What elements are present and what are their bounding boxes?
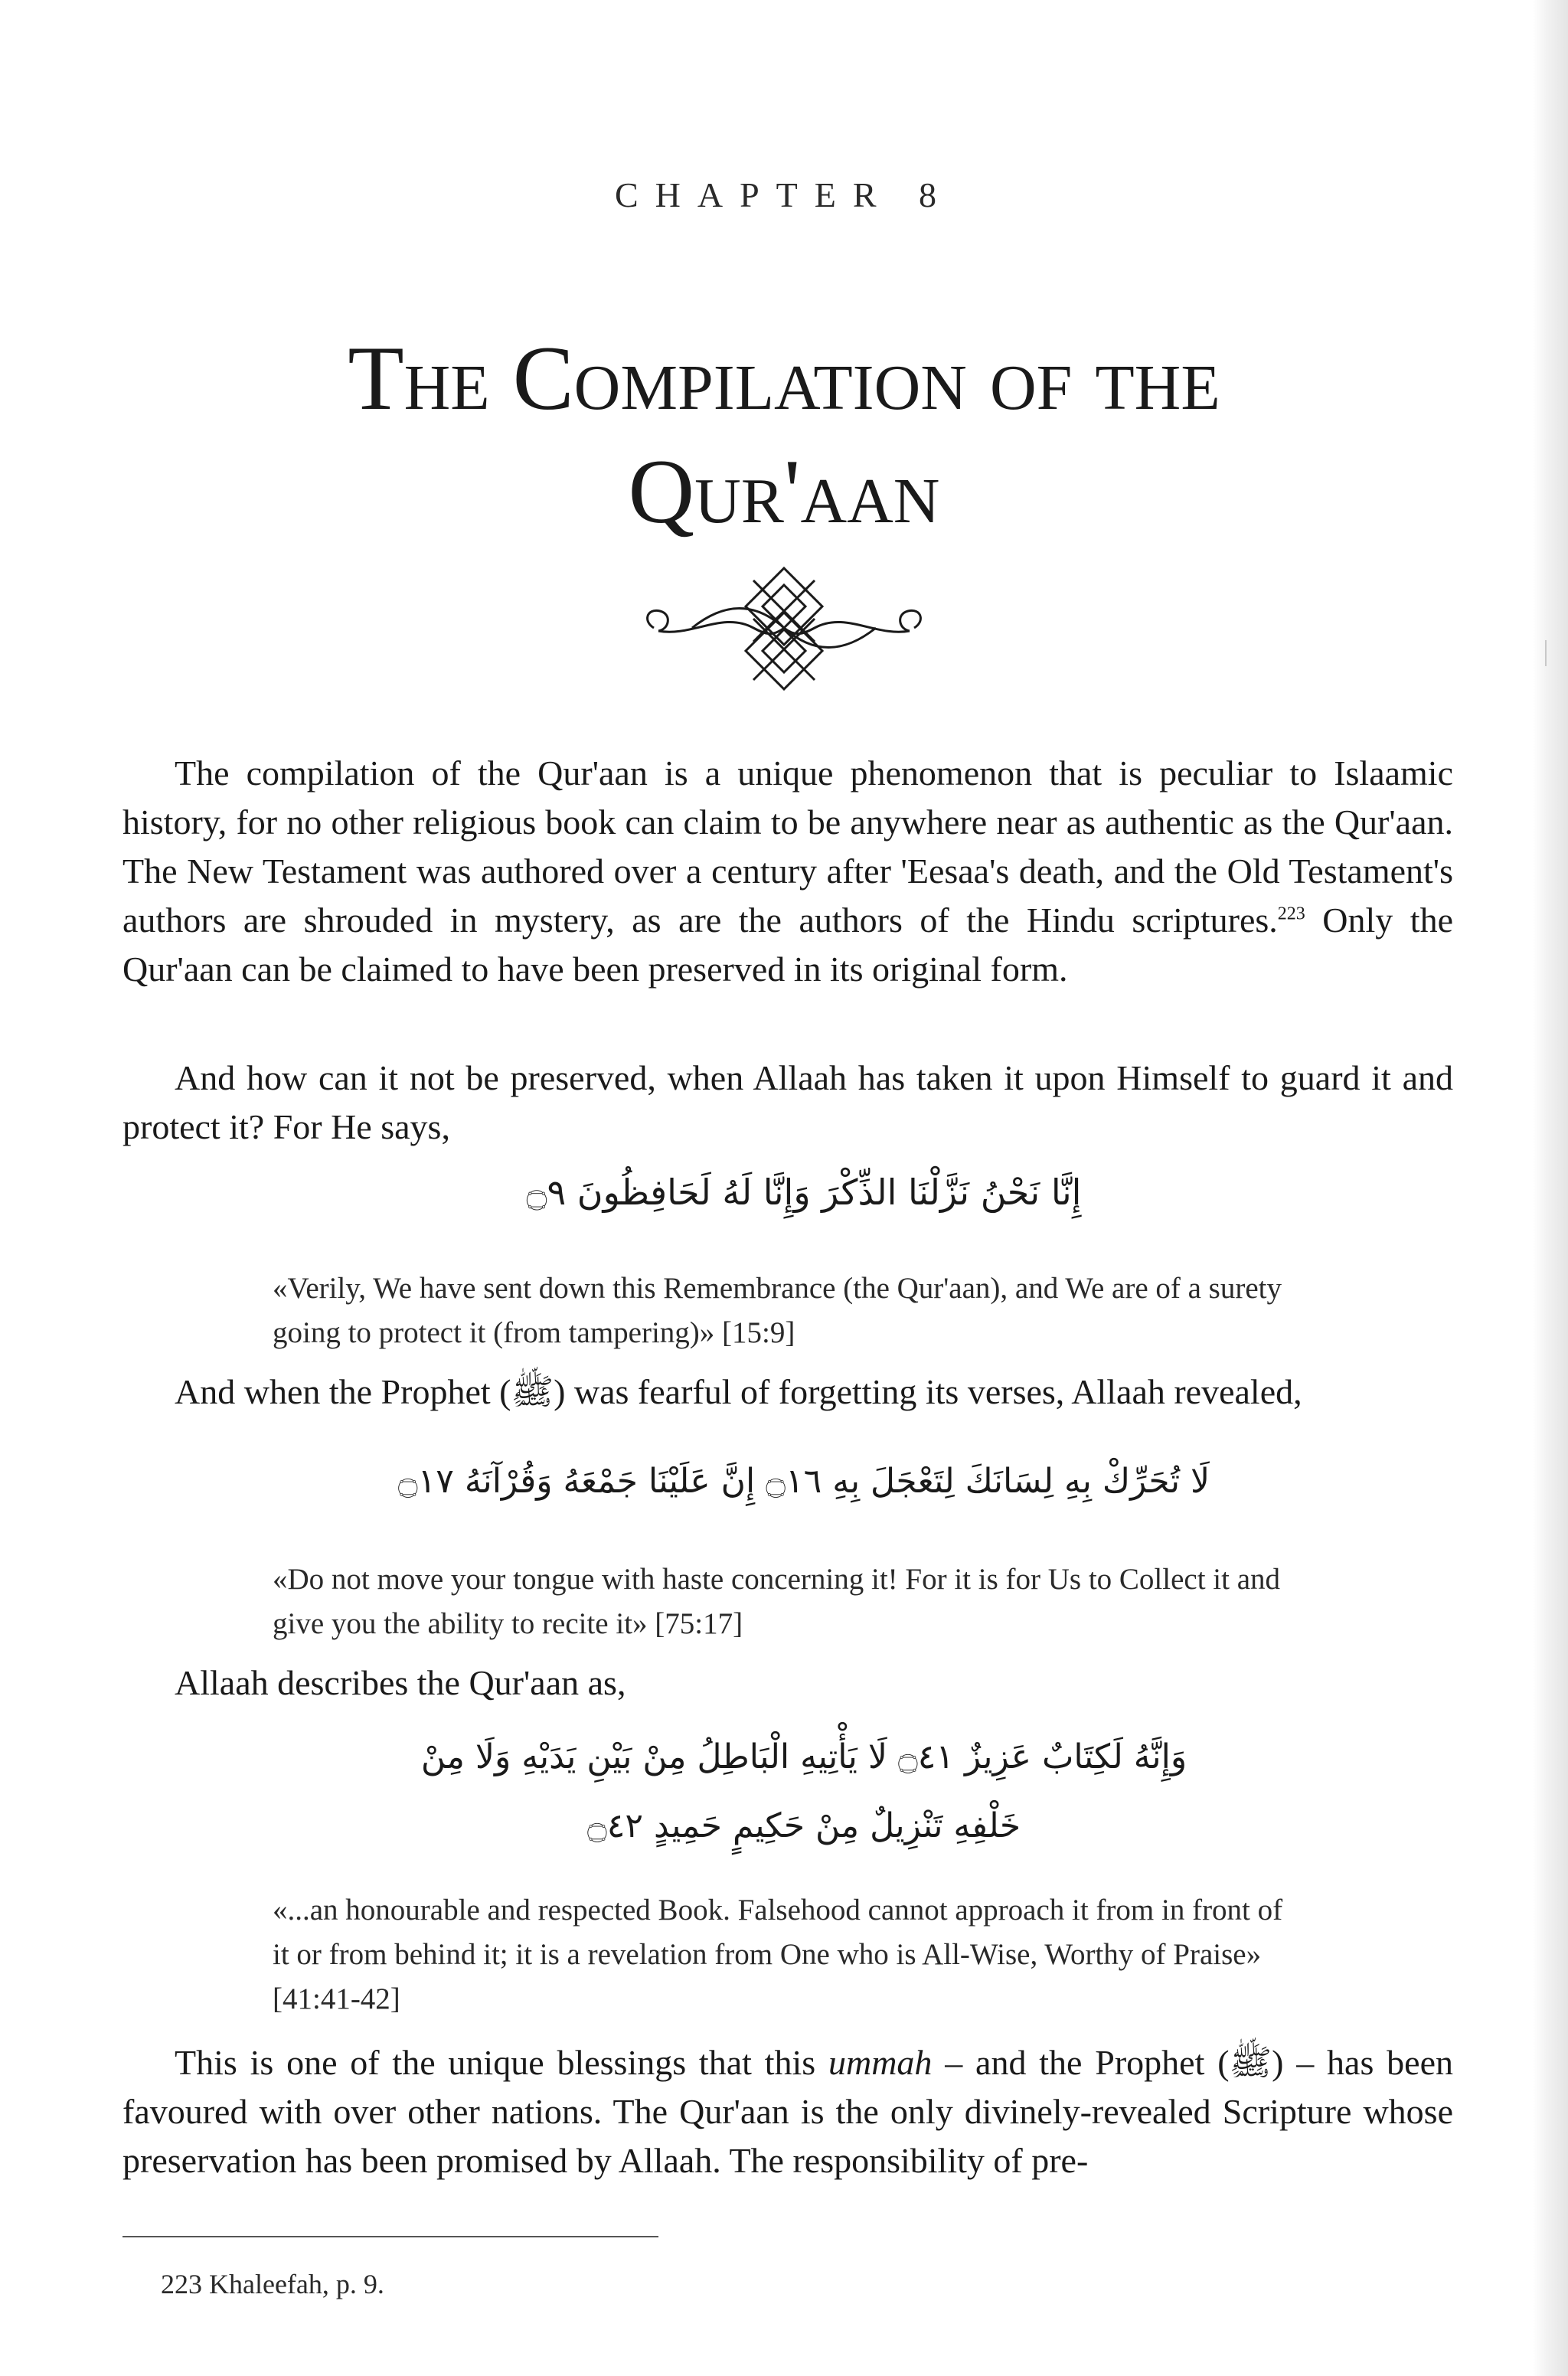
paragraph-intro-text: The compilation of the Qur'aan is a unique phenomenon that is peculiar to Islaamic history, for no other religious book can claim to be anywhere near as authentic as the Qur'aan. The New Testament was authored over a century after 'Eesaa's death, and the Old Testament's authors are shrouded in mystery, as are the authors of the Hindu scriptures. [122, 753, 1453, 940]
italic-ummah: ummah [828, 2043, 933, 2082]
paragraph-blessings [122, 2038, 1453, 2185]
arabic-verse-75-16-17: لَا تُحَرِّكْ بِهِ لِسَانَكَ لِتَعْجَلَ بِهِ ۝١٦ إِنَّ عَلَيْنَا جَمْعَهُ وَقُرْآنَهُ ۝١٧ [397, 1462, 1210, 1501]
chapter-title-line2: Qur'aan [628, 440, 940, 542]
arabic-verse-15-9: إِنَّا نَحْنُ نَزَّلْنَا الذِّكْرَ وَإِنَّا لَهُ لَحَافِظُونَ ۝٩ [526, 1172, 1082, 1213]
arabic-verse-41-41-42 [230, 1723, 1378, 1861]
ornament-flourish-icon [639, 557, 929, 700]
chapter-label: CHAPTER 8 [614, 175, 954, 214]
translation-41-41-42: «...an honourable and respected Book. Falsehood cannot approach it from in front of it or from behind it; it is a revelation from One who is All-Wise, Worthy of Praise» [41:41-42] [273, 1894, 1283, 2015]
paragraph-prophet-fear: And when the Prophet (ﷺ) was fearful of forgetting its verses, Allaah revealed, [175, 1372, 1302, 1411]
page-edge-mark [1545, 640, 1547, 666]
paragraph-blessings-text: This is one of the unique blessings that this [175, 2043, 828, 2082]
paragraph-intro-text-end: Only the Qur'aan can be claimed to have been preserved in its original form. [122, 900, 1453, 989]
footnote-divider [122, 2236, 658, 2237]
paragraph-intro [122, 749, 1453, 994]
footnote-223: 223 Khaleefah, p. 9. [161, 2269, 384, 2299]
chapter-title [0, 322, 1568, 548]
arabic-verse-41-line2: خَلْفِهِ تَنْزِيلٌ مِنْ حَكِيمٍ حَمِيدٍ ۝٤٢ [586, 1806, 1021, 1845]
translation-15-9: «Verily, We have sent down this Remembrance (the Qur'aan), and We are of a surety going to protect it (from tampering)» [15:9] [273, 1272, 1282, 1349]
paragraph-blessings-text-end: – and the Prophet (ﷺ) – has been favoured with over other nations. The Qur'aan is the only divinely-revealed Scripture whose preservation has been promised by Allaah. The responsibility of pre- [122, 2043, 1453, 2180]
translation-75-17: «Do not move your tongue with haste concerning it! For it is for Us to Collect it and give you the ability to recite it» [75:17] [273, 1563, 1281, 1640]
paragraph-describes: Allaah describes the Qur'aan as, [175, 1663, 626, 1702]
arabic-verse-41-line1: وَإِنَّهُ لَكِتَابٌ عَزِيزٌ ۝٤١ لَا يَأْتِيهِ الْبَاطِلُ مِنْ بَيْنِ يَدَيْهِ وَلَا مِنْ [420, 1737, 1187, 1776]
chapter-title-line1: The Compilation of the [348, 327, 1220, 429]
footnote-ref[interactable]: 223 [1277, 904, 1305, 924]
paragraph-preservation: And how can it not be preserved, when Allaah has taken it upon Himself to guard it and protect it? For He says, [122, 1058, 1453, 1146]
